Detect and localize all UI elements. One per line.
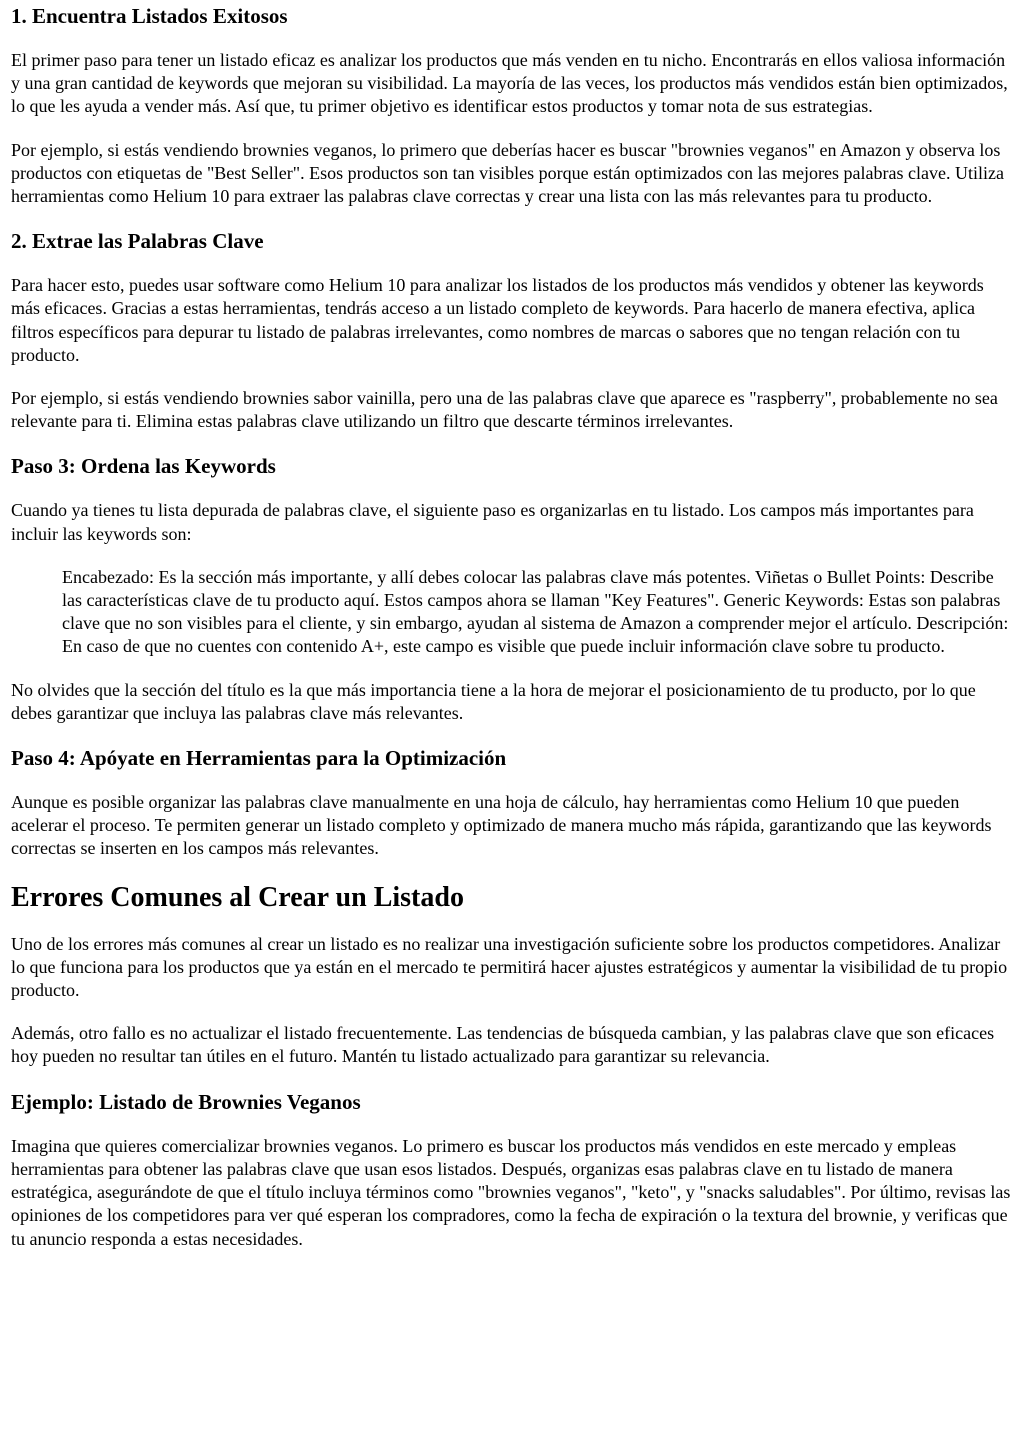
paragraph: Imagina que quieres comercializar brownies veganos. Lo primero es buscar los productos más vendidos en este mercado y empleas herramientas para obtener las palabras clave que usan esos listados. Después, organizas esas palabras clave en tu listado de manera estratégica, asegurándote de que el título incluya términos como "brownies veganos", "keto", y "snacks saludables". Por último, revisas las opiniones de los competidores para ver qué esperan los compradores, como la fecha de expiración o la textura del brownie, y verificas que tu anuncio responda a estas necesidades. xyxy=(11,1135,1011,1249)
heading-encuentra-listados: 1. Encuentra Listados Exitosos xyxy=(11,4,288,28)
paragraph: Aunque es posible organizar las palabras clave manualmente en una hoja de cálculo, hay herramientas como Helium 10 que pueden acelerar el proceso. Te permiten generar un listado completo y optimizado de manera mucho más rápida, garantizando que las keywords correctas se inserten en los campos más relevantes. xyxy=(11,792,992,859)
paragraph: Por ejemplo, si estás vendiendo brownies veganos, lo primero que deberías hacer es buscar "brownies veganos" en Amazon y observa los productos con etiquetas de "Best Seller". Esos productos son tan visibles porque están optimizados con las mejores palabras clave. Utiliza herramientas como Helium 10 para extraer las palabras clave correctas y crear una lista con las más relevantes para tu producto. xyxy=(11,139,1004,207)
paragraph: No olvides que la sección del título es la que más importancia tiene a la hora de mejorar el posicionamiento de tu producto, por lo que debes garantizar que incluya las palabras clave más relevantes. xyxy=(11,679,976,723)
article xyxy=(0,3,1024,1251)
paragraph: Además, otro fallo es no actualizar el listado frecuentemente. Las tendencias de búsqueda cambian, y las palabras clave que son eficaces hoy pueden no resultar tan útiles en el futuro. Mantén tu listado actualizado para garantizar su relevancia. xyxy=(11,1023,995,1067)
paragraph: Para hacer esto, puedes usar software como Helium 10 para analizar los listados de los productos más vendidos y obtener las keywords más eficaces. Gracias a estas herramientas, tendrás acceso a un listado completo de keywords. Para hacerlo de manera efectiva, aplica filtros específicos para depurar tu listado de palabras irrelevantes, como nombres de marcas o sabores que no tengan relación con tu producto. xyxy=(11,275,984,365)
heading-herramientas-optimizacion: Paso 4: Apóyate en Herramientas para la Optimización xyxy=(11,746,507,771)
heading-ejemplo-brownies: Ejemplo: Listado de Brownies Veganos xyxy=(11,1089,361,1114)
keyword-fields-quote: Encabezado: Es la sección más importante, y allí debes colocar las palabras clave más potentes. Viñetas o Bullet Points: Describe las características clave de tu producto aquí. Estos campos ahora se llaman "Key Features". Generic Keywords: Estas son palabras clave que no son visibles para el cliente, y sin embargo, ayudan al sistema de Amazon a comprender mejor el artículo. Descripción: En caso de que no cuentes con contenido A+, este campo es visible que puede incluir información clave sobre tu producto. xyxy=(62,566,1009,657)
heading-ordena-keywords: Paso 3: Ordena las Keywords xyxy=(11,454,276,479)
heading-extrae-palabras-clave: 2. Extrae las Palabras Clave xyxy=(11,229,264,254)
paragraph: El primer paso para tener un listado eficaz es analizar los productos que más venden en tu nicho. Encontrarás en ellos valiosa información y una gran cantidad de keywords que mejoran su visibilidad. La mayoría de las veces, los productos más vendidos están bien optimizados, lo que les ayuda a vender más. Así que, tu primer objetivo es identificar estos productos y tomar nota de sus estrategias. xyxy=(11,50,1008,117)
paragraph: Por ejemplo, si estás vendiendo brownies sabor vainilla, pero una de las palabras clave que aparece es "raspberry", probablemente no sea relevante para ti. Elimina estas palabras clave utilizando un filtro que descarte términos irrelevantes. xyxy=(11,388,998,432)
paragraph: Uno de los errores más comunes al crear un listado es no realizar una investigación suficiente sobre los productos competidores. Analizar lo que funciona para los productos que ya están en el mercado te permitirá hacer ajustes estratégicos y aumentar la visibilidad de tu propio producto. xyxy=(11,933,1008,1001)
paragraph: Cuando ya tienes tu lista depurada de palabras clave, el siguiente paso es organizarlas en tu listado. Los campos más importantes para incluir las keywords son: xyxy=(11,500,974,544)
heading-errores-comunes: Errores Comunes al Crear un Listado xyxy=(11,881,464,913)
